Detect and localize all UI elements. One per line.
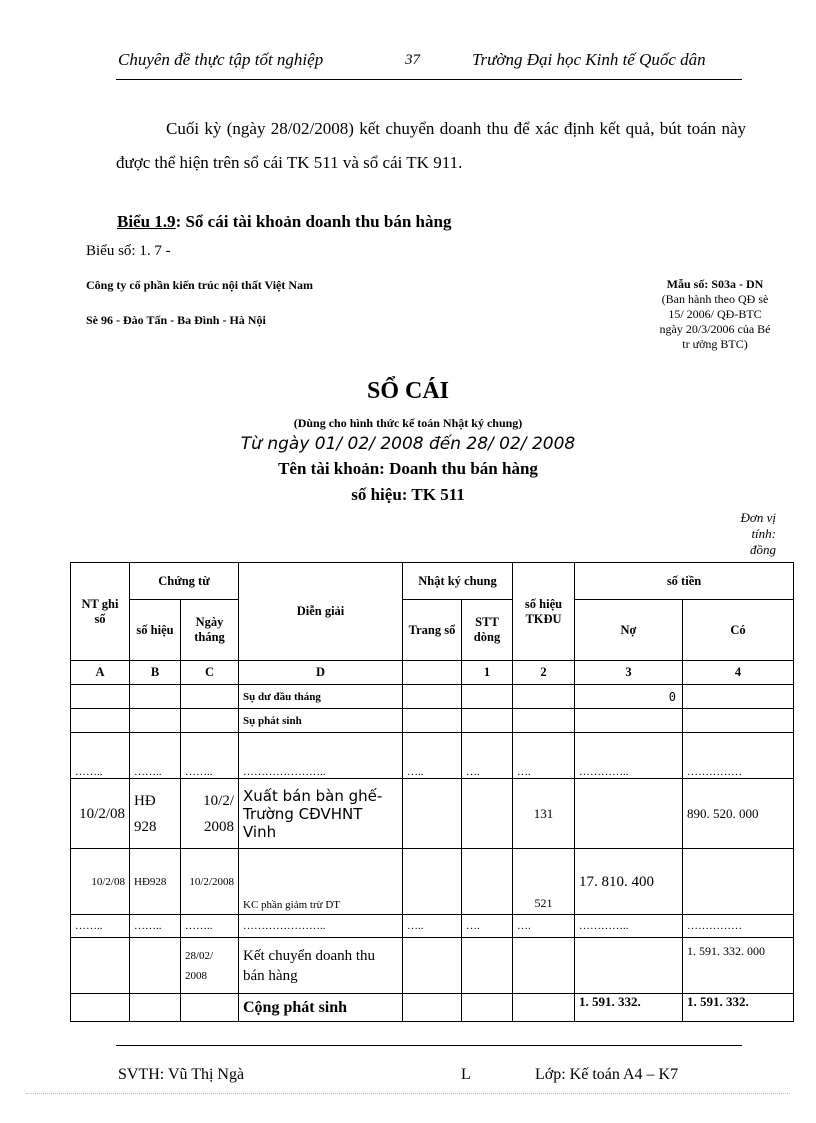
cell-co	[683, 849, 794, 915]
cell-nt	[71, 685, 130, 709]
cell-trang-so	[403, 779, 462, 849]
cell-so-hieu	[130, 994, 181, 1022]
student-name: SVTH: Vũ Thị Ngà	[118, 1066, 245, 1083]
column-letter: C	[181, 661, 239, 685]
document-title: SỔ CÁI	[366, 378, 450, 404]
cell-so-hieu: HĐ 928	[130, 779, 181, 849]
cell-trang-so	[403, 849, 462, 915]
form-code-line: ngày 20/3/2006 của Bé	[659, 322, 771, 336]
column-letter: B	[130, 661, 181, 685]
form-code-line: (Ban hành theo QĐ sè	[661, 292, 769, 306]
form-code-line: tr ưởng BTC)	[682, 337, 748, 351]
cell-stt	[462, 938, 513, 994]
cell-trang-so	[403, 994, 462, 1022]
account-number: số hiệu: TK 511	[351, 485, 465, 504]
cell-trang-so: …..	[403, 733, 462, 779]
company-name: Công ty cổ phần kiến trúc nội thất Việt Nam	[86, 278, 314, 292]
cell-dien-giai: Xuất bán bàn ghế- Trường CĐVHNT Vinh	[239, 779, 403, 849]
cell-stt: ….	[462, 915, 513, 938]
cell-so-hieu	[130, 938, 181, 994]
column-letters-row	[71, 661, 794, 685]
table-row	[71, 994, 794, 1022]
table-row	[71, 685, 794, 709]
ledger-table	[70, 562, 794, 1022]
cell-tkdu	[513, 938, 575, 994]
cell-trang-so	[403, 938, 462, 994]
cell-so-hieu: ……..	[130, 733, 181, 779]
header-co: Có	[683, 600, 794, 661]
document-subtitle: (Dùng cho hình thức kế toán Nhật ký chung)	[293, 416, 523, 430]
cell-ngay-thang: ……..	[181, 915, 239, 938]
cell-so-hieu	[130, 685, 181, 709]
header-tkdu: số hiệu TKĐU	[513, 563, 575, 661]
column-letter: 4	[683, 661, 794, 685]
cell-trang-so: …..	[403, 915, 462, 938]
header-right-text: Trường Đại học Kinh tế Quốc dân	[472, 50, 706, 69]
footer-mark: L	[461, 1066, 471, 1083]
column-letter: A	[71, 661, 130, 685]
form-number: Biểu số: 1. 7 -	[86, 243, 171, 259]
cell-ngay-thang	[181, 685, 239, 709]
cell-nt: 10/2/08	[71, 779, 130, 849]
unit-line: tính:	[751, 526, 776, 541]
footer-divider	[116, 1045, 742, 1046]
cell-nt	[71, 709, 130, 733]
cell-nt: ……..	[71, 733, 130, 779]
cell-stt	[462, 709, 513, 733]
header-stt-dong: STT dòng	[462, 600, 513, 661]
cell-tkdu: 521	[513, 849, 575, 915]
header-trang-so: Trang sổ	[403, 600, 462, 661]
cell-dien-giai: Sụ dư đầu tháng	[239, 685, 403, 709]
table-row	[71, 938, 794, 994]
cell-tkdu	[513, 994, 575, 1022]
cell-stt	[462, 849, 513, 915]
cell-no	[575, 938, 683, 994]
currency-unit	[720, 510, 776, 558]
column-letter: 2	[513, 661, 575, 685]
form-code-line: 15/ 2006/ QĐ-BTC	[668, 307, 762, 321]
table-row	[71, 915, 794, 938]
cell-no	[575, 709, 683, 733]
cell-stt	[462, 779, 513, 849]
intro-paragraph: Cuối kỳ (ngày 28/02/2008) kết chuyển doanh thu để xác định kết quả, bút toán này được thể hiện trên sổ cái TK 511 và sổ cái TK 911.	[116, 119, 746, 172]
company-address: Sè 96 - Đào Tấn - Ba Đình - Hà Nội	[86, 313, 266, 327]
exhibit-label: Biểu 1.9	[117, 212, 176, 231]
cell-no: 0	[575, 685, 683, 709]
exhibit-caption: : Sổ cái tài khoản doanh thu bán hàng	[175, 212, 452, 231]
cell-no	[575, 779, 683, 849]
header-ngay-thang: Ngày tháng	[181, 600, 239, 661]
page-bottom-border	[26, 1093, 790, 1094]
cell-co: 1. 591. 332.	[683, 994, 794, 1022]
header-so-hieu: số hiệu	[130, 600, 181, 661]
cell-dien-giai: Kết chuyển doanh thu bán hàng	[239, 938, 403, 994]
cell-no: …………..	[575, 733, 683, 779]
cell-dien-giai: Sụ phát sinh	[239, 709, 403, 733]
column-letter: 1	[462, 661, 513, 685]
cell-co	[683, 685, 794, 709]
header-nhat-ky-chung: Nhật ký chung	[403, 563, 513, 600]
column-letter: D	[239, 661, 403, 685]
cell-trang-so	[403, 709, 462, 733]
cell-dien-giai: KC phần giảm trừ DT	[239, 849, 403, 915]
account-name: Tên tài khoản: Doanh thu bán hàng	[278, 459, 538, 478]
cell-co: 890. 520. 000	[683, 779, 794, 849]
table-row	[71, 779, 794, 849]
unit-line: đồng	[750, 542, 776, 557]
table-row	[71, 849, 794, 915]
column-letter	[403, 661, 462, 685]
unit-line: Đơn vị	[740, 510, 776, 525]
cell-dien-giai: …………………..	[239, 915, 403, 938]
cell-tkdu	[513, 709, 575, 733]
cell-ngay-thang	[181, 709, 239, 733]
page-number: 37	[405, 52, 420, 68]
cell-nt: ……..	[71, 915, 130, 938]
cell-nt	[71, 938, 130, 994]
cell-tkdu	[513, 685, 575, 709]
header-chung-tu: Chứng từ	[130, 563, 239, 600]
cell-nt	[71, 994, 130, 1022]
cell-ngay-thang: 10/2/ 2008	[181, 779, 239, 849]
cell-so-hieu: HĐ928	[130, 849, 181, 915]
cell-so-hieu	[130, 709, 181, 733]
form-code: Mẫu số: S03a - DN	[666, 277, 764, 291]
form-code-block	[600, 277, 816, 352]
header-dien-giai: Diễn giải	[239, 563, 403, 661]
cell-nt: 10/2/08	[71, 849, 130, 915]
cell-dien-giai: Cộng phát sinh	[239, 994, 403, 1022]
table-row	[71, 733, 794, 779]
cell-stt	[462, 994, 513, 1022]
exhibit-title	[117, 212, 451, 232]
cell-ngay-thang: 10/2/2008	[181, 849, 239, 915]
cell-co: 1. 591. 332. 000	[683, 938, 794, 994]
cell-co: ……………	[683, 733, 794, 779]
cell-ngay-thang: 28/02/ 2008	[181, 938, 239, 994]
header-no: Nợ	[575, 600, 683, 661]
cell-ngay-thang: ……..	[181, 733, 239, 779]
cell-stt	[462, 685, 513, 709]
cell-stt: ….	[462, 733, 513, 779]
header-nt: NT ghi sổ	[71, 563, 130, 661]
cell-no: 1. 591. 332.	[575, 994, 683, 1022]
cell-ngay-thang	[181, 994, 239, 1022]
column-letter: 3	[575, 661, 683, 685]
header-so-tien: số tiền	[575, 563, 794, 600]
cell-no: 17. 810. 400	[575, 849, 683, 915]
header-divider	[116, 79, 742, 80]
document-period: Từ ngày 01/ 02/ 2008 đến 28/ 02/ 2008	[240, 434, 576, 454]
cell-tkdu: ….	[513, 733, 575, 779]
table-row	[71, 709, 794, 733]
header-left-text: Chuyên đề thực tập tốt nghiệp	[118, 50, 324, 69]
cell-co	[683, 709, 794, 733]
cell-so-hieu: ……..	[130, 915, 181, 938]
cell-trang-so	[403, 685, 462, 709]
cell-tkdu: 131	[513, 779, 575, 849]
cell-dien-giai: …………………..	[239, 733, 403, 779]
cell-co: ……………	[683, 915, 794, 938]
cell-tkdu: ….	[513, 915, 575, 938]
class-name: Lớp: Kế toán A4 – K7	[535, 1066, 679, 1083]
cell-no: …………..	[575, 915, 683, 938]
